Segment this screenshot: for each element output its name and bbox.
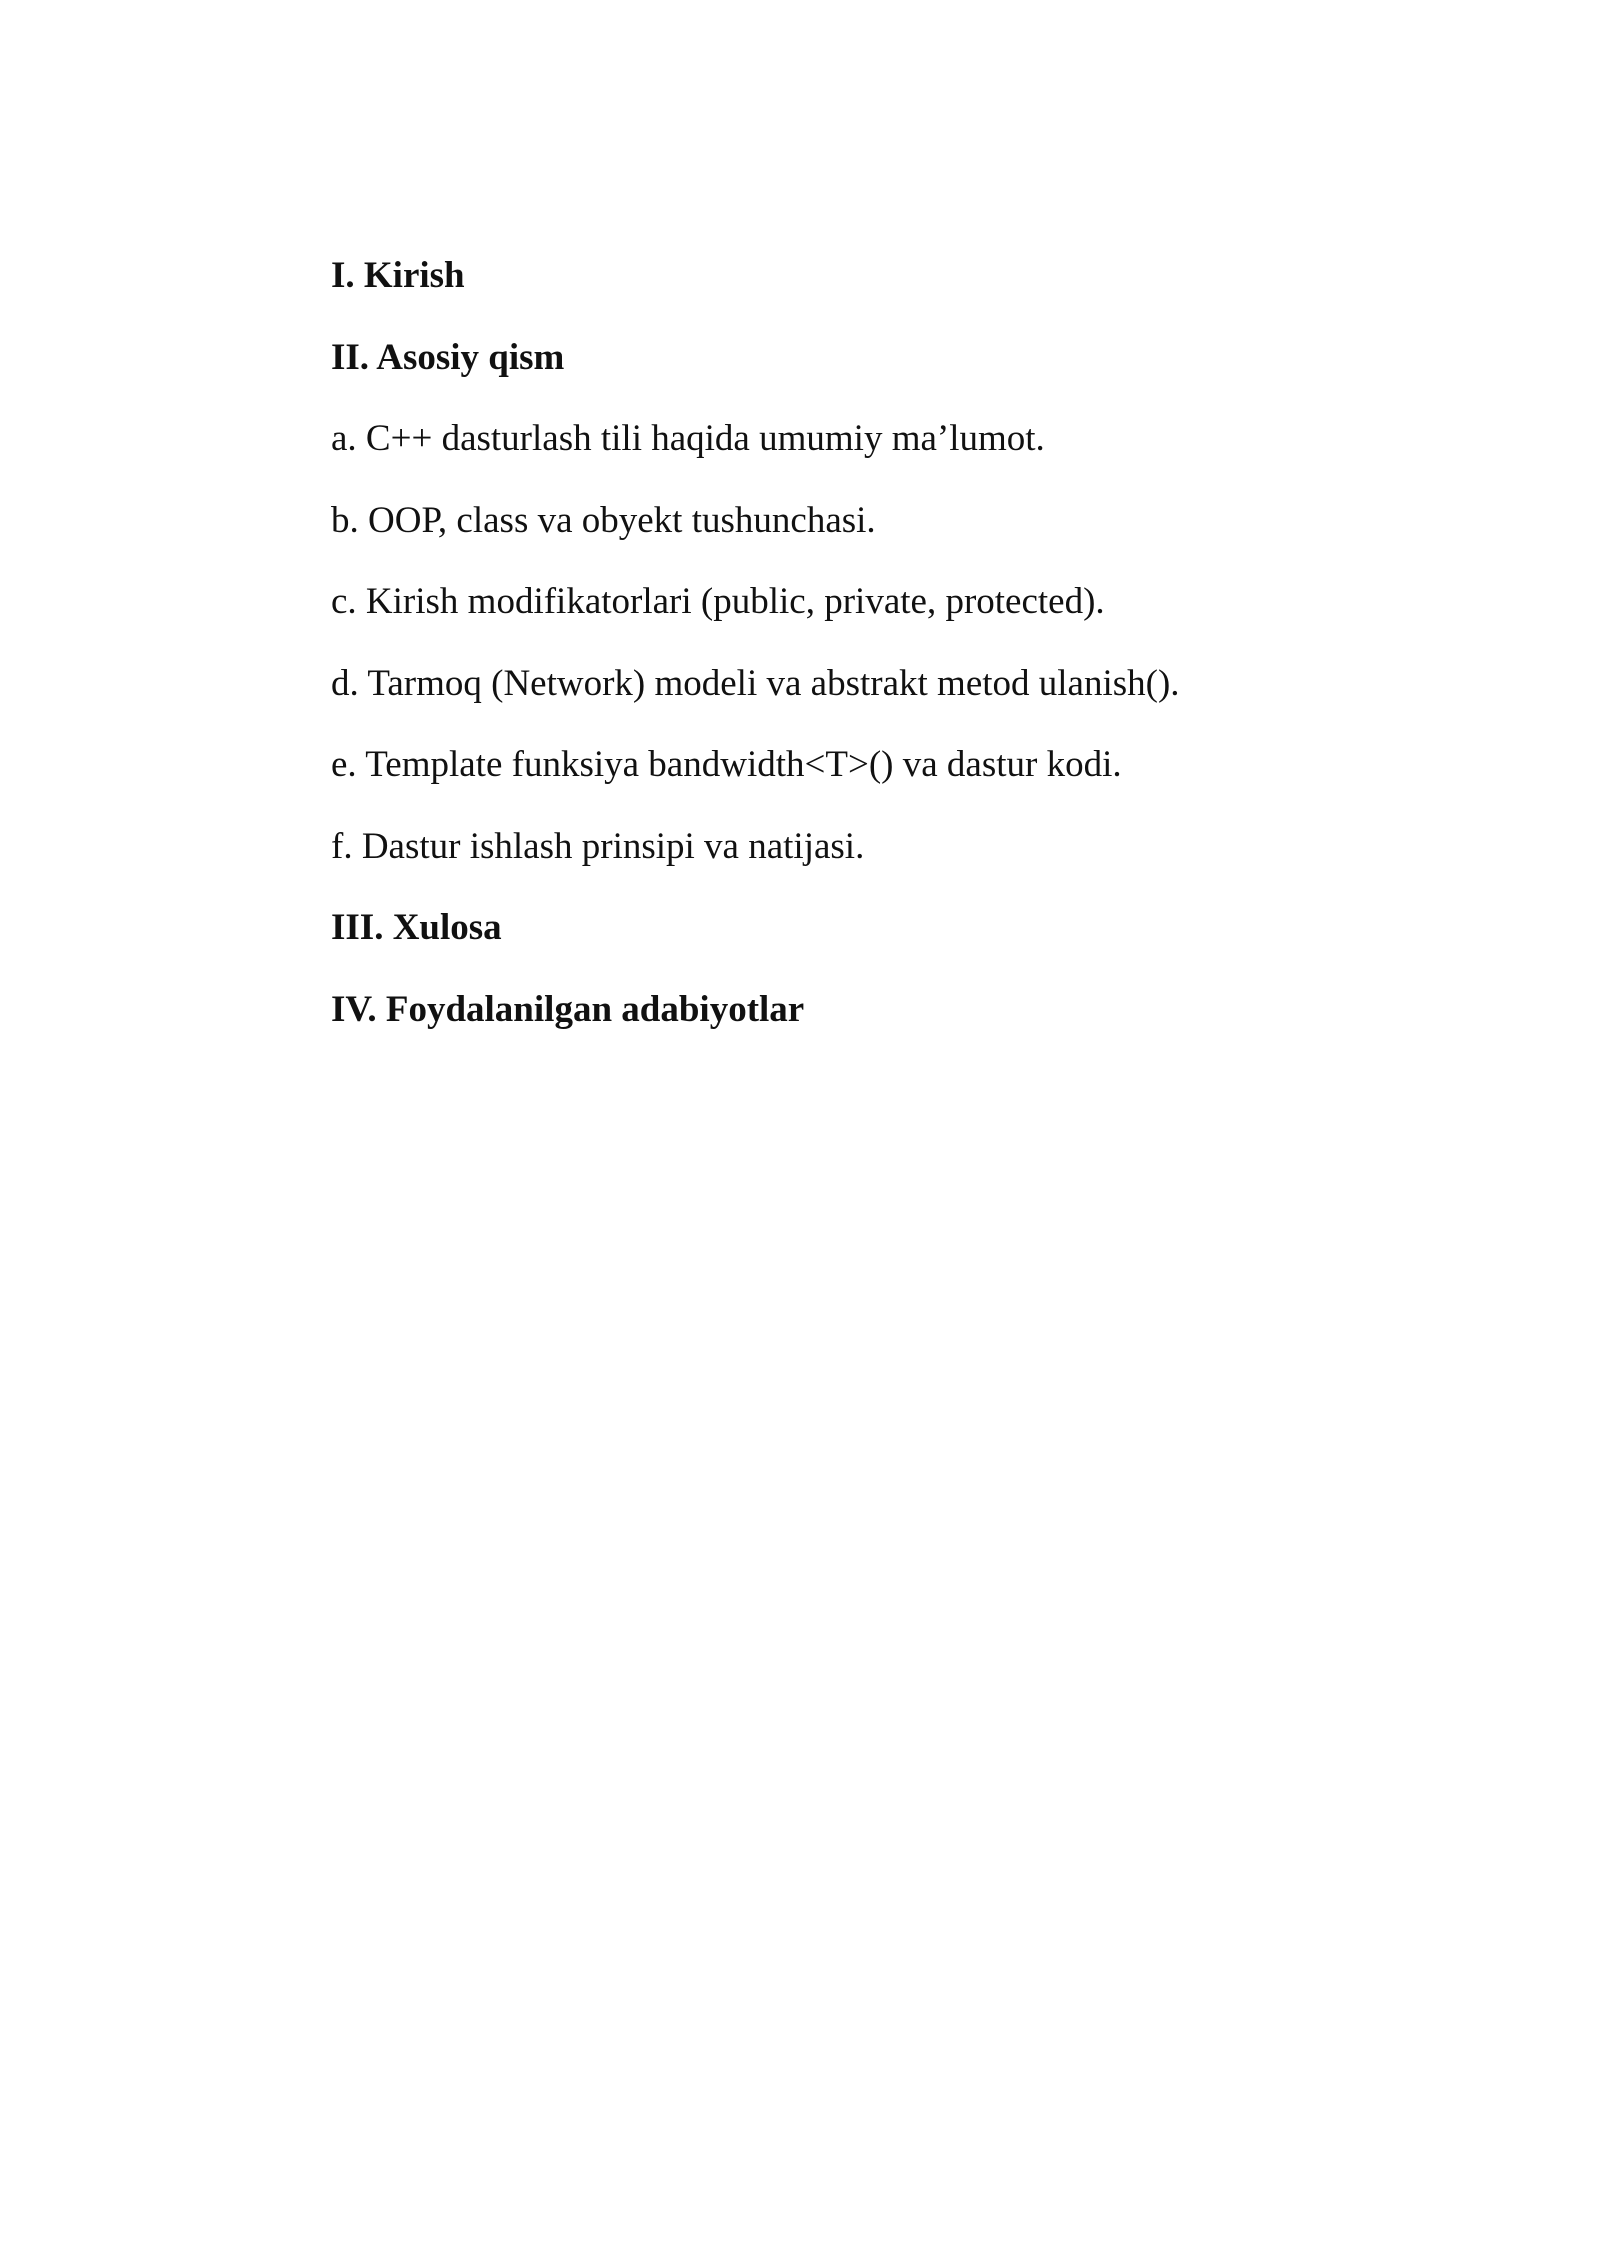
toc-section-xulosa: III. Xulosa <box>331 907 502 948</box>
toc-subitem-f: f. Dastur ishlash prinsipi va natijasi. <box>331 825 865 867</box>
toc-subitem-b: b. OOP, class va obyekt tushunchasi. <box>331 499 876 541</box>
toc-subitem-a: a. C++ dasturlash tili haqida umumiy ma’lumot. <box>331 418 1045 459</box>
toc-section-asosiy-qism: II. Asosiy qism <box>331 336 565 378</box>
toc-section-kirish: I. Kirish <box>331 255 465 296</box>
table-of-contents <box>331 250 1431 1065</box>
toc-subitem-d: d. Tarmoq (Network) modeli va abstrakt metod ulanish(). <box>331 662 1180 704</box>
toc-subitem-e: e. Template funksiya bandwidth<T>() va dastur kodi. <box>331 744 1122 785</box>
toc-section-adabiyotlar: IV. Foydalanilgan adabiyotlar <box>331 988 805 1030</box>
toc-subitem-c: c. Kirish modifikatorlari (public, private, protected). <box>331 581 1105 622</box>
